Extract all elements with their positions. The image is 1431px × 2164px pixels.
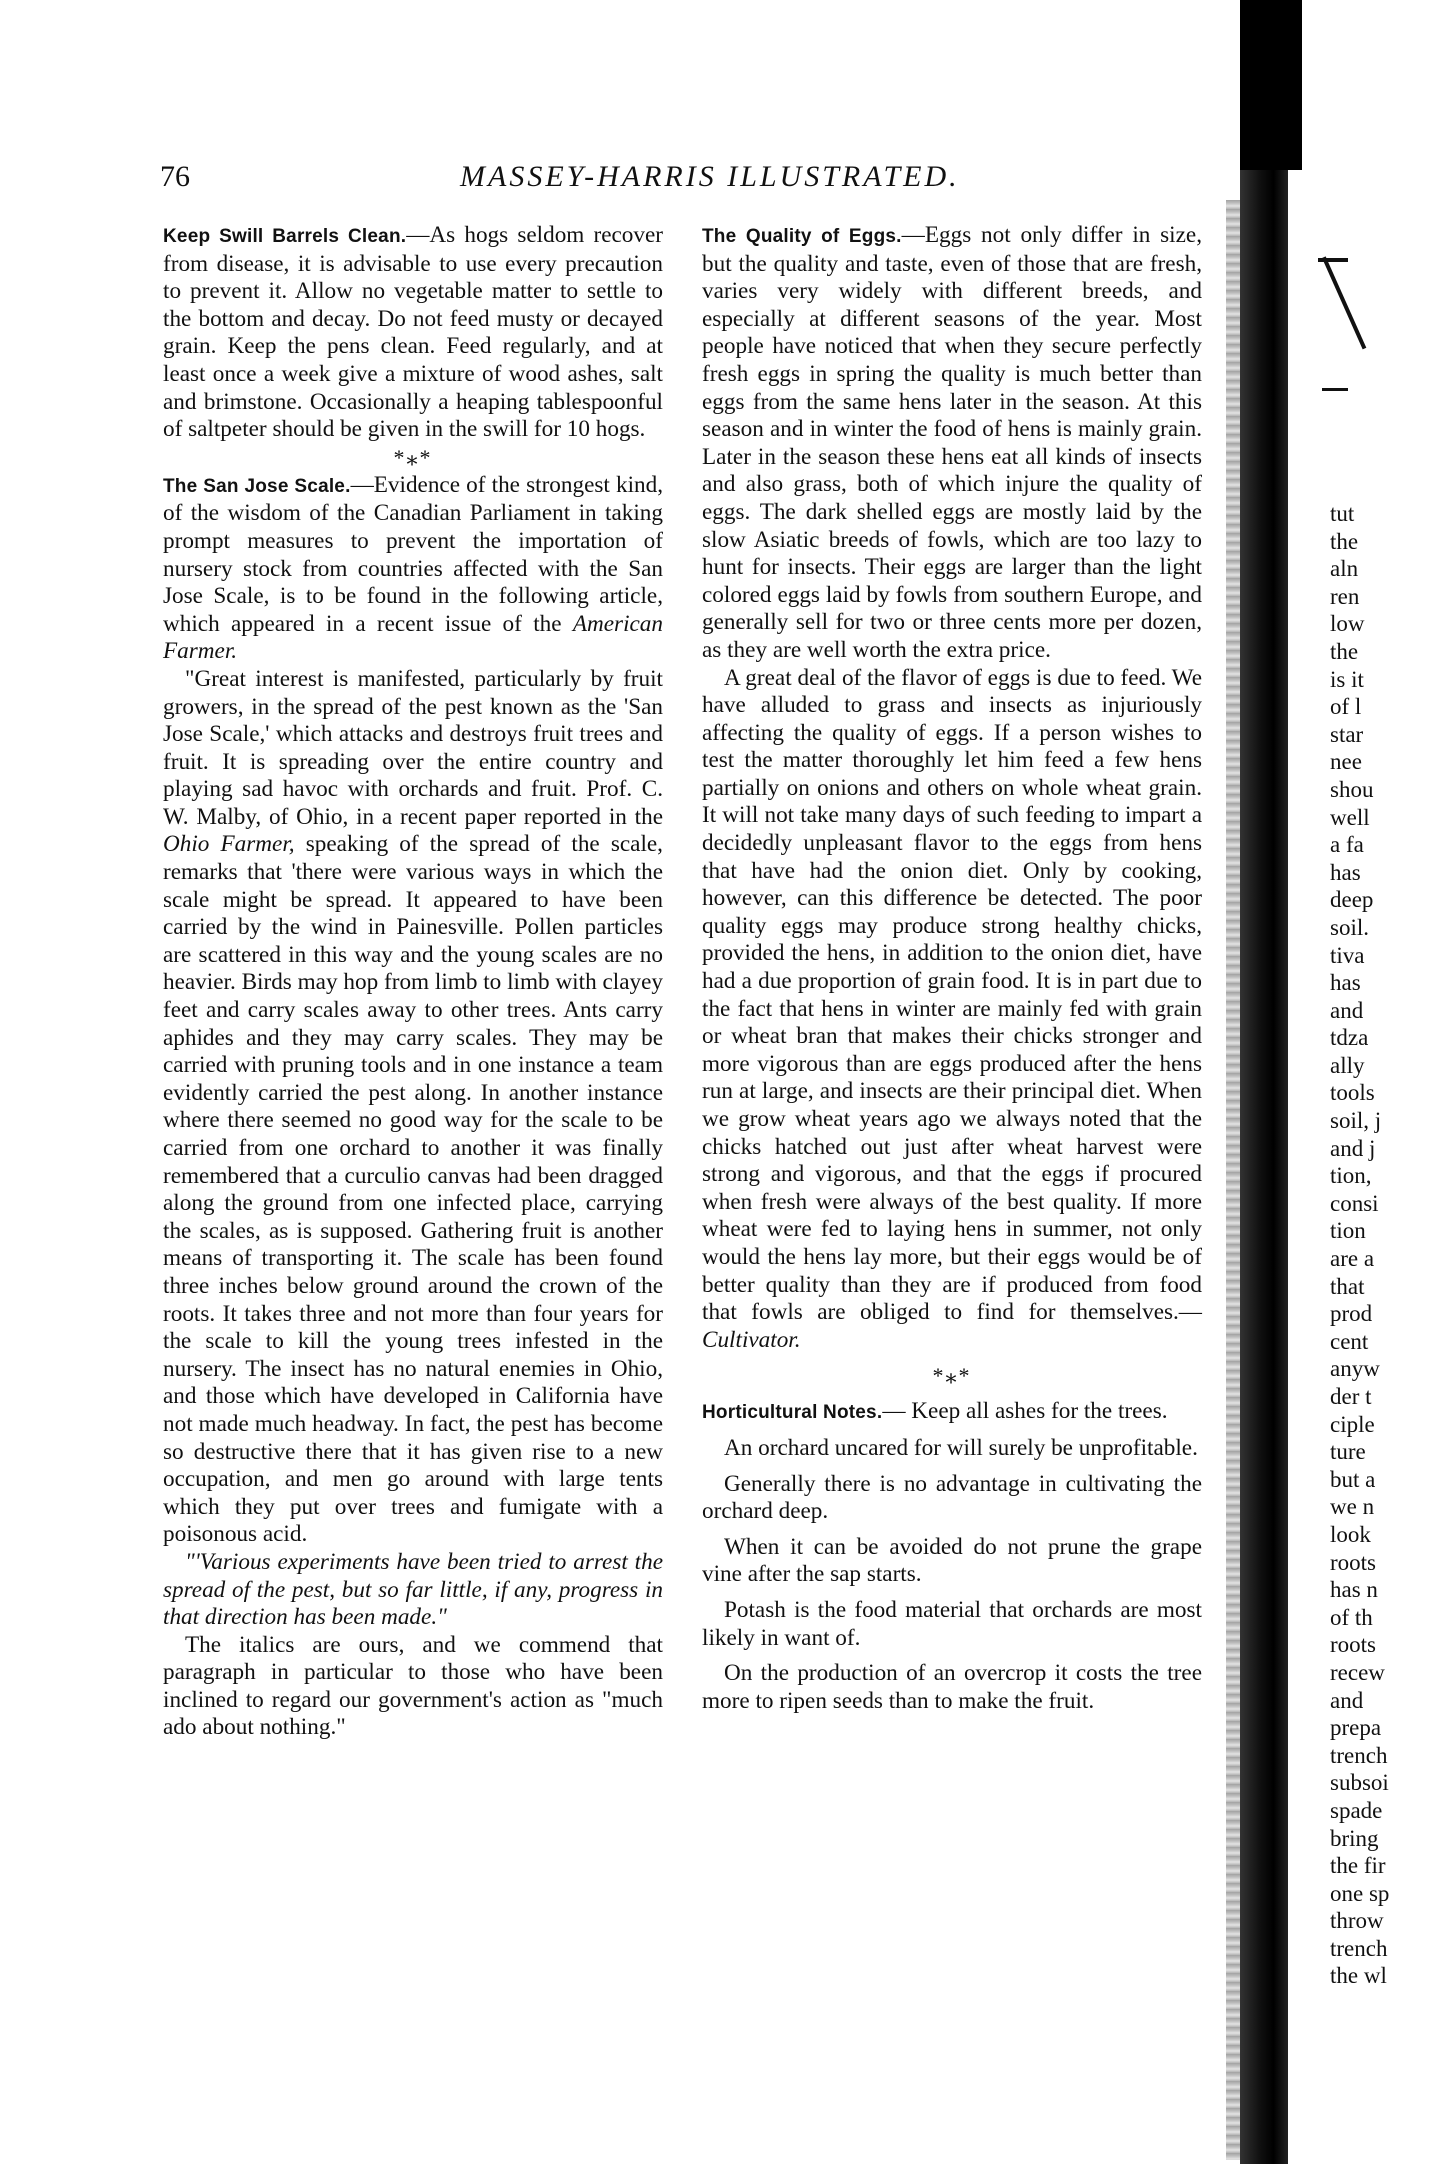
- article-scale-intro: [163, 472, 663, 666]
- adjacent-page-fragment: tools: [1330, 1080, 1375, 1106]
- adjacent-page-fragment: soil.: [1330, 914, 1369, 940]
- horticultural-note: On the production of an overcrop it costs the tree more to ripen seeds than to make the fruit.: [702, 1660, 1202, 1714]
- article-eggs-flavor: [702, 665, 1202, 1355]
- section-heading-scale: The San Jose Scale.: [163, 475, 351, 497]
- adjacent-page-fragment: anyw: [1330, 1356, 1380, 1382]
- left-column: [163, 222, 663, 1742]
- article-swill-text: —As hogs seldom recover from disease, it is advisable to use every precaution to prevent it. Allow no vegetable matter to settle to the bottom and decay. Do not feed musty or decayed grain. Keep the pens clean. Feed regularly, and at least once a week give a mixture of wood ashes, salt and brimstone. Occasionally a heaping tablespoonful of saltpeter should be given in the swill for 10 hogs.: [163, 222, 664, 443]
- article-scale-intro-text: —Evidence of the strongest kind, of the wisdom of the Canadian Parliament in taking prompt measures to prevent the importation of nursery stock from countries affected with the San Jose Scale, is to be found in the following article, which appeared in a recent issue of the: [163, 471, 664, 637]
- adjacent-page-mark: [1322, 256, 1366, 349]
- horticultural-note-ashes: — Keep all ashes for the trees.: [882, 1398, 1168, 1425]
- adjacent-page-fragment: cent: [1330, 1328, 1369, 1354]
- adjacent-page-fragment: throw: [1330, 1908, 1384, 1934]
- adjacent-page-fragment: of l: [1330, 694, 1362, 720]
- adjacent-page-fragment: star: [1330, 721, 1364, 747]
- adjacent-page-fragment: tion: [1330, 1218, 1366, 1244]
- adjacent-page-fragment: aln: [1330, 556, 1359, 582]
- page-header: [160, 160, 1220, 200]
- source-american-farmer: American Farmer.: [163, 610, 663, 665]
- article-eggs: [702, 222, 1202, 665]
- adjacent-page-fragment: soil, j: [1330, 1108, 1382, 1134]
- section-heading-eggs: The Quality of Eggs.: [702, 226, 902, 247]
- adjacent-page-fragment: tut: [1330, 501, 1355, 526]
- article-eggs-flavor-text: A great deal of the flavor of eggs is due to feed. We have alluded to grass and insects as injuriously affecting the quality of eggs. If a person wishes to test the matter thoroughly let him feed a few hens partially on onions and others on whole wheat grain. It will not take many days of such feeding to impart a decidedly unpleasant flavor to the eggs from hens that have had the onion diet. Only by cooking, however, can this difference be detected. The poor quality eggs may produce strong healthy chicks, provided the hens, in addition to the onion diet, have had a due proportion of grain food. It is in part due to the fact that hens in winter are mainly fed with grain or wheat bran that makes their chicks stronger and more vigorous than are eggs produced after the hens run at large, and insects are their principal diet. When we grow wheat years ago we always noted that the chicks hatched out just after wheat harvest were strong and vigorous, and that the eggs if procured when fresh were always of the best quality. If more wheat were fed to laying hens in summer, not only would the hens lay more, but their eggs would be of better quality than they are if produced from food that fowls are obliged to find for themselves.—: [702, 664, 1202, 1326]
- article-scale-quote: [163, 666, 663, 1549]
- article-scale-quote-text: "Great interest is manifested, particularly by fruit growers, in the spread of the pest known as the 'San Jose Scale,' which attacks and destroys fruit trees and fruit. It is spreading over the entire country and playing sad havoc with orchards and fruit. Prof. C. W. Malby, of Ohio, in a recent paper reported in the: [163, 665, 663, 830]
- page-binding-gutter: [1240, 0, 1288, 2164]
- adjacent-page-fragment: and: [1330, 997, 1364, 1023]
- horticultural-note: Generally there is no advantage in cultivating the orchard deep.: [702, 1470, 1202, 1525]
- adjacent-page-fragment: trench: [1330, 1935, 1388, 1961]
- horticultural-note: An orchard uncared for will surely be unprofitable.: [724, 1434, 1198, 1461]
- adjacent-page-fragment: has n: [1330, 1577, 1378, 1603]
- article-scale-italic-quote: "'Various experiments have been tried to arrest the spread of the pest, but so far little, if any, progress in that direction has been made.": [163, 1548, 663, 1631]
- adjacent-page-fragment: the wl: [1330, 1963, 1387, 1989]
- adjacent-page-fragment: spade: [1330, 1797, 1383, 1823]
- section-divider: *⁎*: [393, 444, 433, 470]
- article-scale-commentary: The italics are ours, and we commend that paragraph in particular to those who have been inclined to regard our government's action as "much ado about nothing.": [163, 1631, 663, 1741]
- adjacent-page-fragment: well: [1330, 804, 1370, 830]
- adjacent-page-fragment: and: [1330, 1687, 1364, 1713]
- adjacent-page-fragment: ciple: [1330, 1411, 1375, 1437]
- adjacent-page-fragment: tdza: [1330, 1025, 1369, 1051]
- adjacent-page-fragment: but a: [1330, 1466, 1376, 1492]
- adjacent-page-fragment: one sp: [1330, 1880, 1390, 1906]
- article-swill: [163, 222, 663, 444]
- source-cultivator: Cultivator.: [702, 1326, 801, 1353]
- adjacent-page-fragment: consi: [1330, 1190, 1379, 1216]
- article-eggs-text: —Eggs not only differ in size, but the quality and taste, even of those that are fresh, varies very widely with different breeds, and especially at different seasons of the year. Most people have noticed that when they secure perfectly fresh eggs in spring the quality is much better than eggs from the same hens later in the season. At this season and in winter the food of hens is mainly grain. Later in the season these hens eat all kinds of insects and also grass, both of which injure the quality of eggs. The dark shelled eggs are mostly laid by the slow Asiatic breeds of fowls, which are too lazy to hunt for insects. Their eggs are larger than the light colored eggs laid by fowls from southern Europe, and generally sell for two or three cents more per dozen, as they are well worth the extra price.: [702, 222, 1202, 663]
- adjacent-page-fragment: shou: [1330, 776, 1374, 802]
- adjacent-page-fragment: we n: [1330, 1494, 1375, 1520]
- page-number: 76: [160, 160, 190, 193]
- adjacent-page-fragment: roots: [1330, 1549, 1376, 1575]
- adjacent-page-fragment: the fir: [1330, 1853, 1386, 1879]
- adjacent-page-fragment: prod: [1330, 1301, 1373, 1327]
- adjacent-page-fragment: tiva: [1330, 942, 1365, 968]
- adjacent-page-fragment: that: [1330, 1273, 1365, 1299]
- adjacent-page-fragment: a fa: [1330, 832, 1364, 858]
- adjacent-page-mark: [1322, 388, 1348, 391]
- adjacent-page-fragment: ally: [1330, 1052, 1365, 1078]
- adjacent-page-fragment: der t: [1330, 1384, 1372, 1409]
- journal-ohio-farmer: Ohio Farmer,: [163, 831, 295, 858]
- adjacent-page-fragment: prepa: [1330, 1715, 1382, 1741]
- right-column: [702, 222, 1202, 1715]
- section-heading-horticultural: Horticultural Notes.: [702, 1402, 883, 1424]
- horticultural-note: Potash is the food material that orchards are most likely in want of.: [702, 1596, 1202, 1651]
- adjacent-page-fragment: trench: [1330, 1742, 1388, 1768]
- article-scale-quote-rest: speaking of the spread of the scale, remarks that 'there were various ways in which the scale might be spread. It appeared to have been carried by the wind in Painesville. Pollen particles are scattered in this way and the young scales are no heavier. Birds may hop from limb to limb with clayey feet and carry scales away to other trees. Ants carry aphides and they may carry scales. They may be carried with pruning tools and in one instance a team evidently carried the pest along. In another instance where there seemed no good way for the scale to be carried from one orchard to another it was finally remembered that a curculio canvas had been dragged along the ground from one infected place, carrying the scales, as is supposed. Gathering fruit is another means of transporting it. The scale has been found three inches below ground around the crown of the roots. It takes three and not more than four years for the scale to kill the young trees infested in the nursery. The insect has no natural enemies in Ohio, and those which have developed in California have not made much headway. In fact, the pest has become so destructive there that it has given rise to a new occupation, and men go around with large tents which they put over trees and fumigate with a poisonous acid.: [163, 831, 663, 1548]
- adjacent-page-fragment: is it: [1330, 666, 1364, 692]
- section-divider: *⁎*: [932, 1363, 972, 1389]
- adjacent-page-fragments: [1330, 500, 1431, 1990]
- adjacent-page-fragment: ren: [1330, 583, 1360, 609]
- adjacent-page-fragment: nee: [1330, 749, 1362, 775]
- adjacent-page-fragment: has: [1330, 859, 1361, 885]
- adjacent-page-fragment: ture: [1330, 1439, 1366, 1465]
- article-horticultural: [702, 1398, 1202, 1427]
- adjacent-page-fragment: are a: [1330, 1246, 1375, 1272]
- adjacent-page-fragment: the: [1330, 528, 1359, 554]
- adjacent-page-fragment: deep: [1330, 887, 1374, 913]
- running-title: MASSEY-HARRIS ILLUSTRATED.: [460, 160, 960, 193]
- adjacent-page-fragment: bring: [1330, 1825, 1379, 1851]
- adjacent-page-fragment: of th: [1330, 1604, 1373, 1630]
- adjacent-page-fragment: tion,: [1330, 1163, 1372, 1189]
- adjacent-page-fragment: subsoi: [1330, 1770, 1389, 1796]
- adjacent-page-fragment: roots: [1330, 1632, 1376, 1658]
- section-heading-swill: Keep Swill Barrels Clean.: [163, 226, 407, 247]
- adjacent-page-fragment: low: [1330, 611, 1365, 637]
- horticultural-note: When it can be avoided do not prune the grape vine after the sap starts.: [702, 1533, 1202, 1588]
- adjacent-page-fragment: look: [1330, 1521, 1371, 1547]
- adjacent-page-fragment: the: [1330, 638, 1359, 664]
- page-binding-top: [1240, 0, 1302, 170]
- adjacent-page-fragment: has: [1330, 970, 1361, 996]
- adjacent-page-fragment: recew: [1330, 1659, 1385, 1685]
- adjacent-page-fragment: and j: [1330, 1135, 1376, 1161]
